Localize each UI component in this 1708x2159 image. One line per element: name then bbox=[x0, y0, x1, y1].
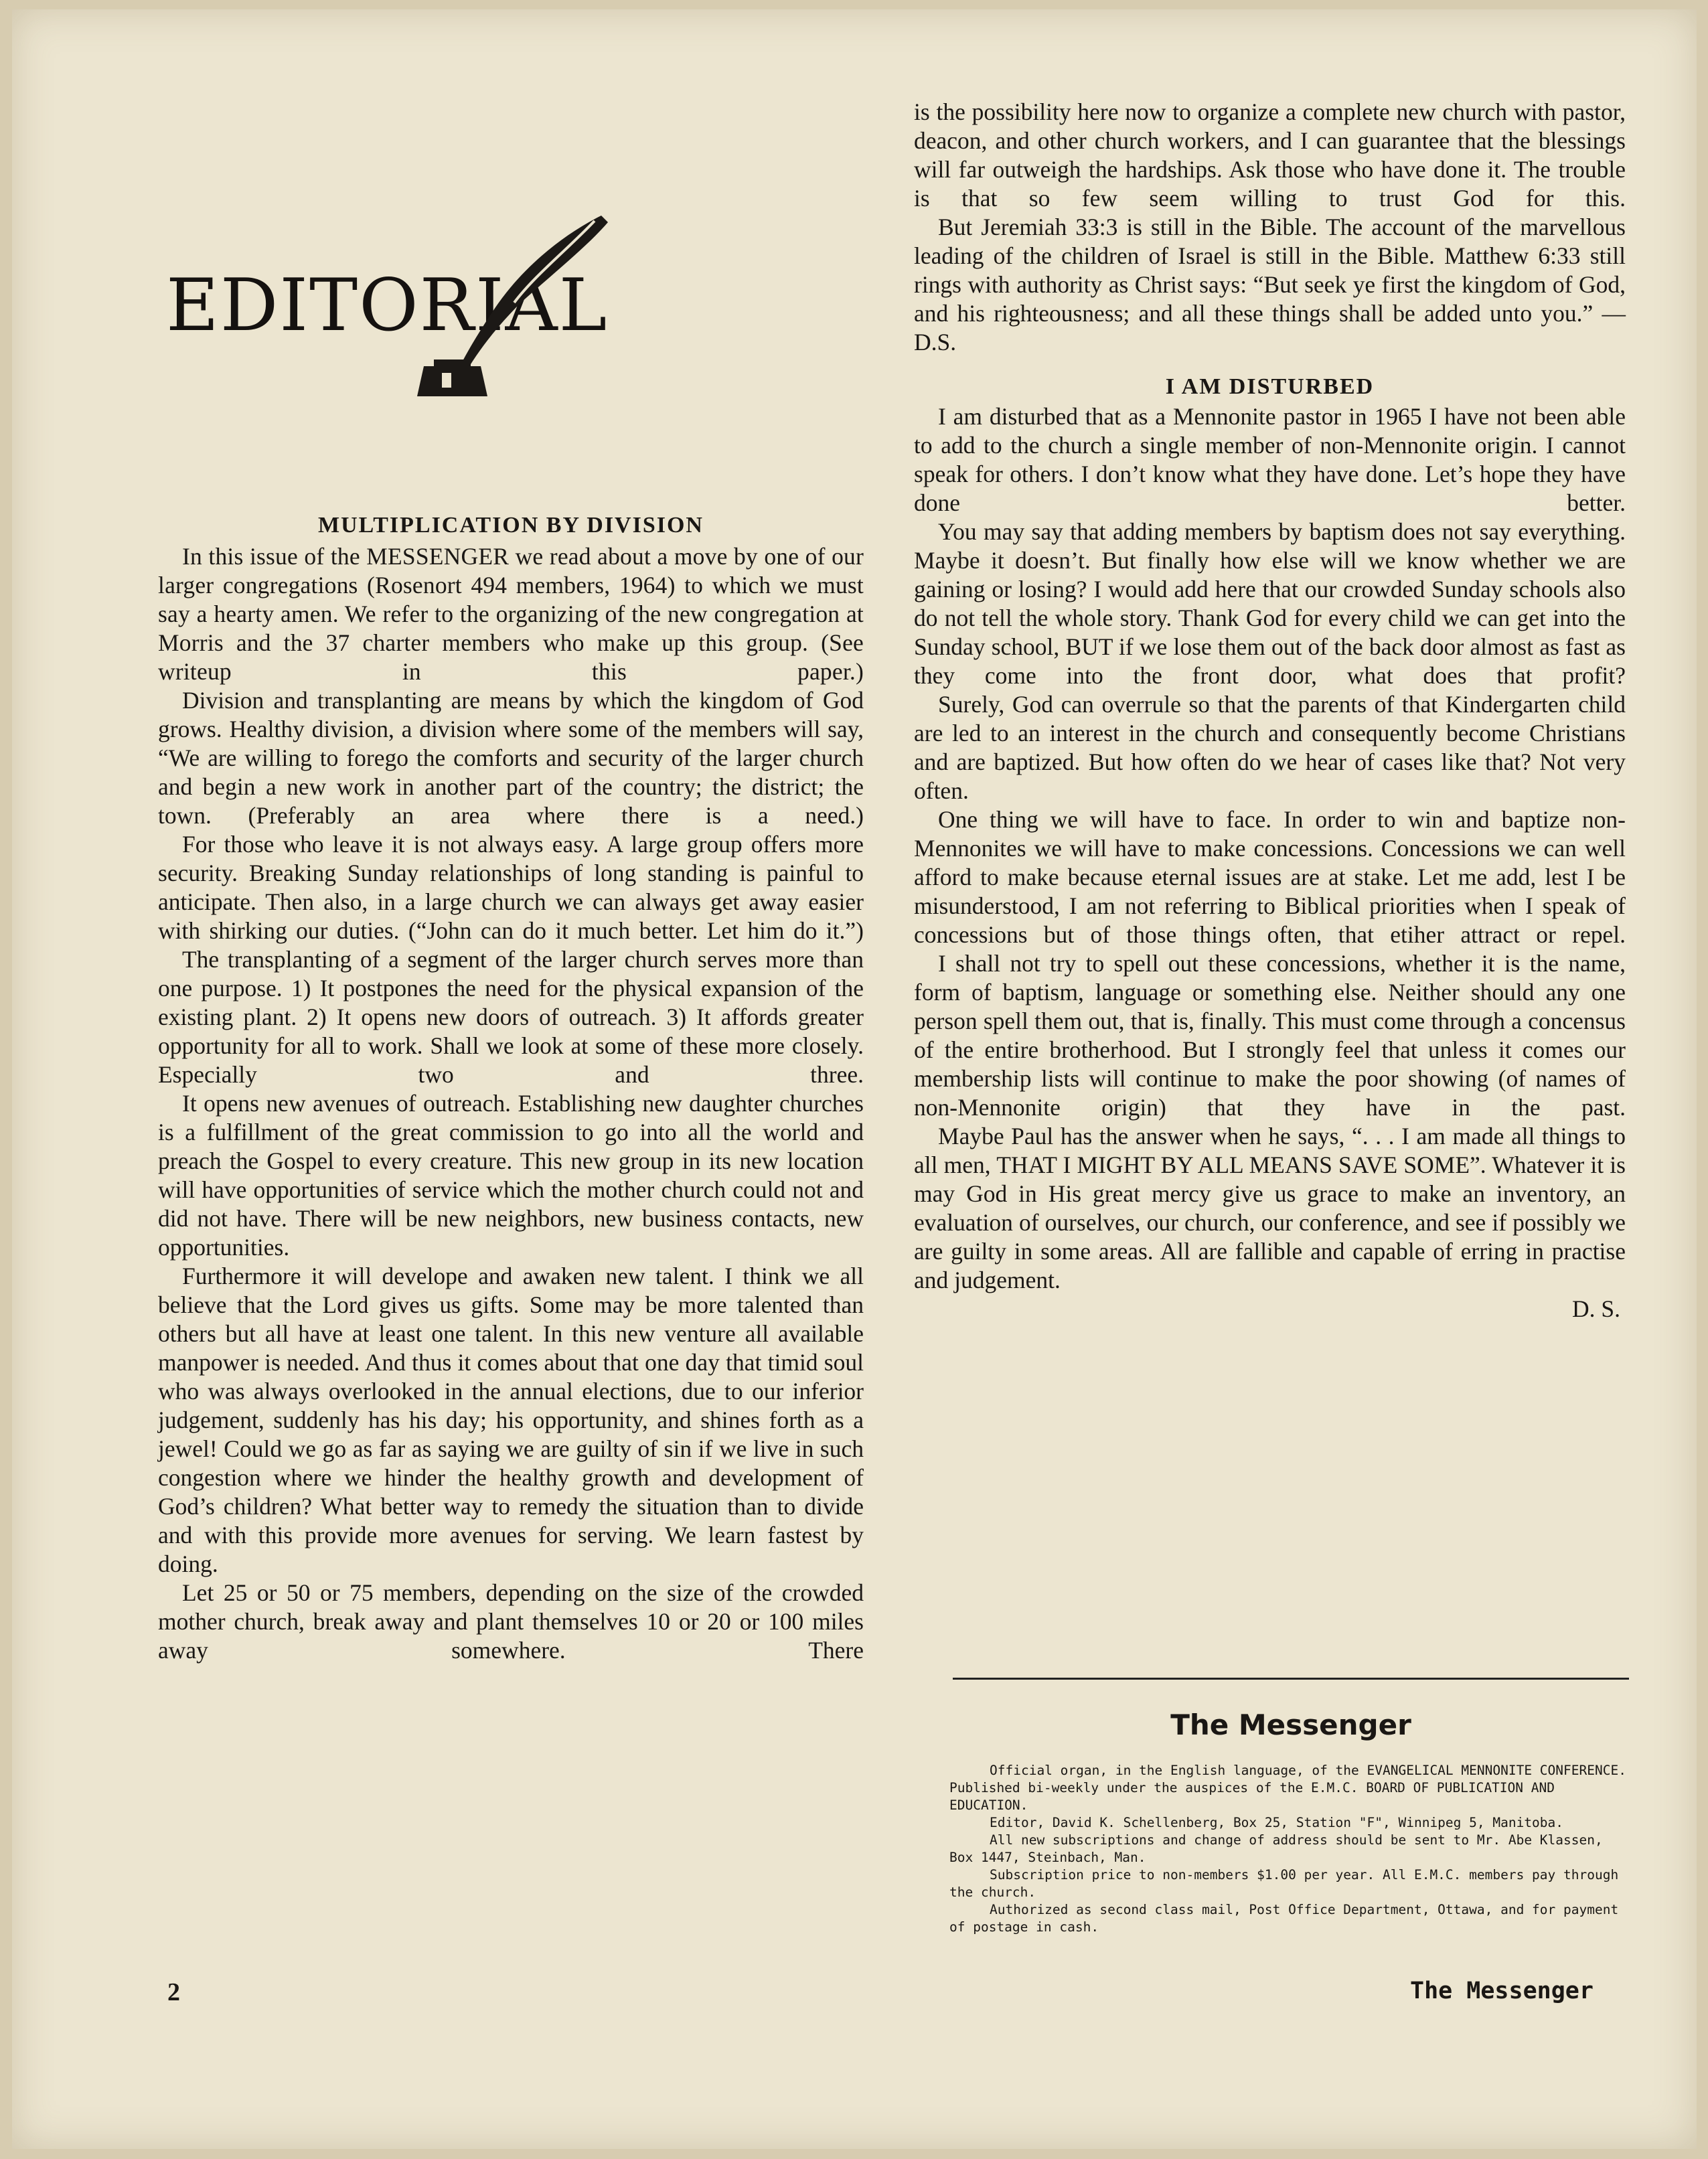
divider bbox=[953, 1678, 1629, 1680]
paragraph: But Jeremiah 33:3 is still in the Bible. The account of the marvellous leading of the children of Israel is still in the Bible. Matthew 6:33 still rings with authority as Christ says: “But seek ye first the kingdom of God, and his righteousness; and all these things shall be added unto you.” — D.S. bbox=[914, 214, 1626, 355]
masthead-info bbox=[949, 1762, 1632, 1936]
masthead-line: Editor, David K. Schellenberg, Box 25, Station "F", Winnipeg 5, Manitoba. bbox=[990, 1815, 1564, 1830]
signature: D. S. bbox=[1571, 1295, 1620, 1322]
paragraph: Maybe Paul has the answer when he says, “. . . I am made all things to all men, THAT I MIGHT BY ALL MEANS SAVE SOME”. Whatever it is may God in His great mercy give us grace to make an inventory, an evaluation of ourselves, our church, our conference, and see if possibly we are guilty in some areas. All are fallible and capable of erring in practise and judgement. bbox=[914, 1123, 1626, 1293]
paragraph: Division and transplanting are means by which the kingdom of God grows. Healthy division, a division where some of the members will say, “We are willing to forego the comforts and security of the larger church and begin a new work in another part of the country; the district; the town. (Preferably an area where there is a need.) bbox=[158, 687, 864, 829]
right-column bbox=[914, 98, 1626, 1324]
paragraph: You may say that adding members by baptism does not say everything. Maybe it doesn’t. But finally how else will we know whether we are gaining or losing? I would add here that our crowded Sunday schools also do not tell the whole story. Thank God for every child we can get into the Sunday school, BUT if we lose them out of the back door almost as fast as they come into the front door, what does that profit? bbox=[914, 518, 1626, 689]
page-number: 2 bbox=[167, 1978, 180, 2006]
paragraph: For those who leave it is not always easy. A large group offers more security. Breaking Sunday relationships of long standing is painful to anticipate. Then also, in a large church we can always get away easier with shirking our duties. (“John can do it much better. Let him do it.”) bbox=[158, 831, 864, 944]
article-title-disturbed: I AM DISTURBED bbox=[1165, 374, 1375, 399]
paragraph: I shall not try to spell out these concessions, whether it is the name, form of baptism, language or something else. Neither should any one person spell them out, that is, finally. This must come through a concensus of the entire brotherhood. But I strongly feel that unless it comes our membership lists will continue to make the poor showing (of names of non-Mennonite origin) that they have in the past. bbox=[914, 950, 1626, 1121]
masthead-title: The Messenger bbox=[1170, 1708, 1411, 1741]
paragraph-continued: is the possibility here now to organize a complete new church with pastor, deacon, and other church workers, and I can guarantee that the blessings will far outweigh the hardships. Ask those who have done it. The trouble is that so few seem willing to trust God for this. bbox=[914, 98, 1626, 212]
paragraph: In this issue of the MESSENGER we read about a move by one of our larger congregations (Rosenort 494 members, 1964) to which we must say a hearty amen. We refer to the organizing of the new congregation at Morris and the 37 charter members who make up this group. (See writeup in this paper.) bbox=[158, 543, 864, 685]
footer-publication: The Messenger bbox=[1410, 1978, 1594, 2004]
quill-inkwell-icon bbox=[394, 209, 615, 410]
paragraph: Let 25 or 50 or 75 members, depending on the size of the crowded mother church, break away and plant themselves 10 or 20 or 100 miles away somewhere. There bbox=[158, 1579, 864, 1664]
masthead-line: Authorized as second class mail, Post Office Department, Ottawa, and for payment of postage in cash. bbox=[949, 1902, 1619, 1935]
magazine-page bbox=[12, 9, 1697, 2149]
article-title-multiplication: MULTIPLICATION BY DIVISION bbox=[318, 513, 704, 538]
masthead-line: Official organ, in the English language, of the EVANGELICAL MENNONITE CONFERENCE. Published bi-weekly under the auspices of the E.M.C. BOARD OF PUBLICATION AND EDUCATION. bbox=[949, 1763, 1626, 1813]
paragraph: I am disturbed that as a Mennonite pastor in 1965 I have not been able to add to the church a single member of non-Mennonite origin. I cannot speak for others. I don’t know what they have done. Let’s hope they have done better. bbox=[914, 403, 1626, 516]
paragraph: The transplanting of a segment of the larger church serves more than one purpose. 1) It postpones the need for the physical expansion of the existing plant. 2) It opens new doors of outreach. 3) It affords greater opportunity for all to work. Shall we look at some of these more closely. Especially two and three. bbox=[158, 946, 864, 1088]
masthead-line: Subscription price to non-members $1.00 per year. All E.M.C. members pay through the church. bbox=[949, 1867, 1619, 1900]
paragraph: It opens new avenues of outreach. Establishing new daughter churches is a fulfillment of the great commission to go into all the world and preach the Gospel to every creature. This new group in its new location will have opportunities of service which the mother church could not and did not have. There will be new neighbors, new business contacts, new opportunities. bbox=[158, 1090, 864, 1261]
paragraph: Furthermore it will develope and awaken new talent. I think we all believe that the Lord gives us gifts. Some may be more talented than others but all have at least one talent. In this new venture all available manpower is needed. And thus it comes about that one day that timid soul who was always overlooked in the annual elections, due to our inferior judgement, suddenly has his day; his opportunity, and shines forth as a jewel! Could we go as far as saying we are guilty of sin if we live in such congestion where we hinder the healthy growth and development of God’s children? What better way to remedy the situation than to divide and with this provide more avenues for serving. We learn fastest by doing. bbox=[158, 1263, 864, 1577]
article-body-multiplication bbox=[158, 542, 864, 1665]
paragraph: Surely, God can overrule so that the parents of that Kindergarten child are led to an interest in the church and consequently become Christians and are baptized. But how often do we hear of cases like that? Not very often. bbox=[914, 691, 1626, 804]
masthead-line: All new subscriptions and change of address should be sent to Mr. Abe Klassen, Box 1447, Steinbach, Man. bbox=[949, 1832, 1603, 1865]
paragraph: One thing we will have to face. In order to win and baptize non-Mennonites we will have to make concessions. Concessions we can well afford to make because eternal issues are at stake. Let me add, lest I be misunderstood, I am not referring to Biblical priorities when I speak of concessions but of those things often, that etiher attract or repel. bbox=[914, 806, 1626, 948]
editorial-logo: EDITORIAL bbox=[166, 264, 609, 347]
